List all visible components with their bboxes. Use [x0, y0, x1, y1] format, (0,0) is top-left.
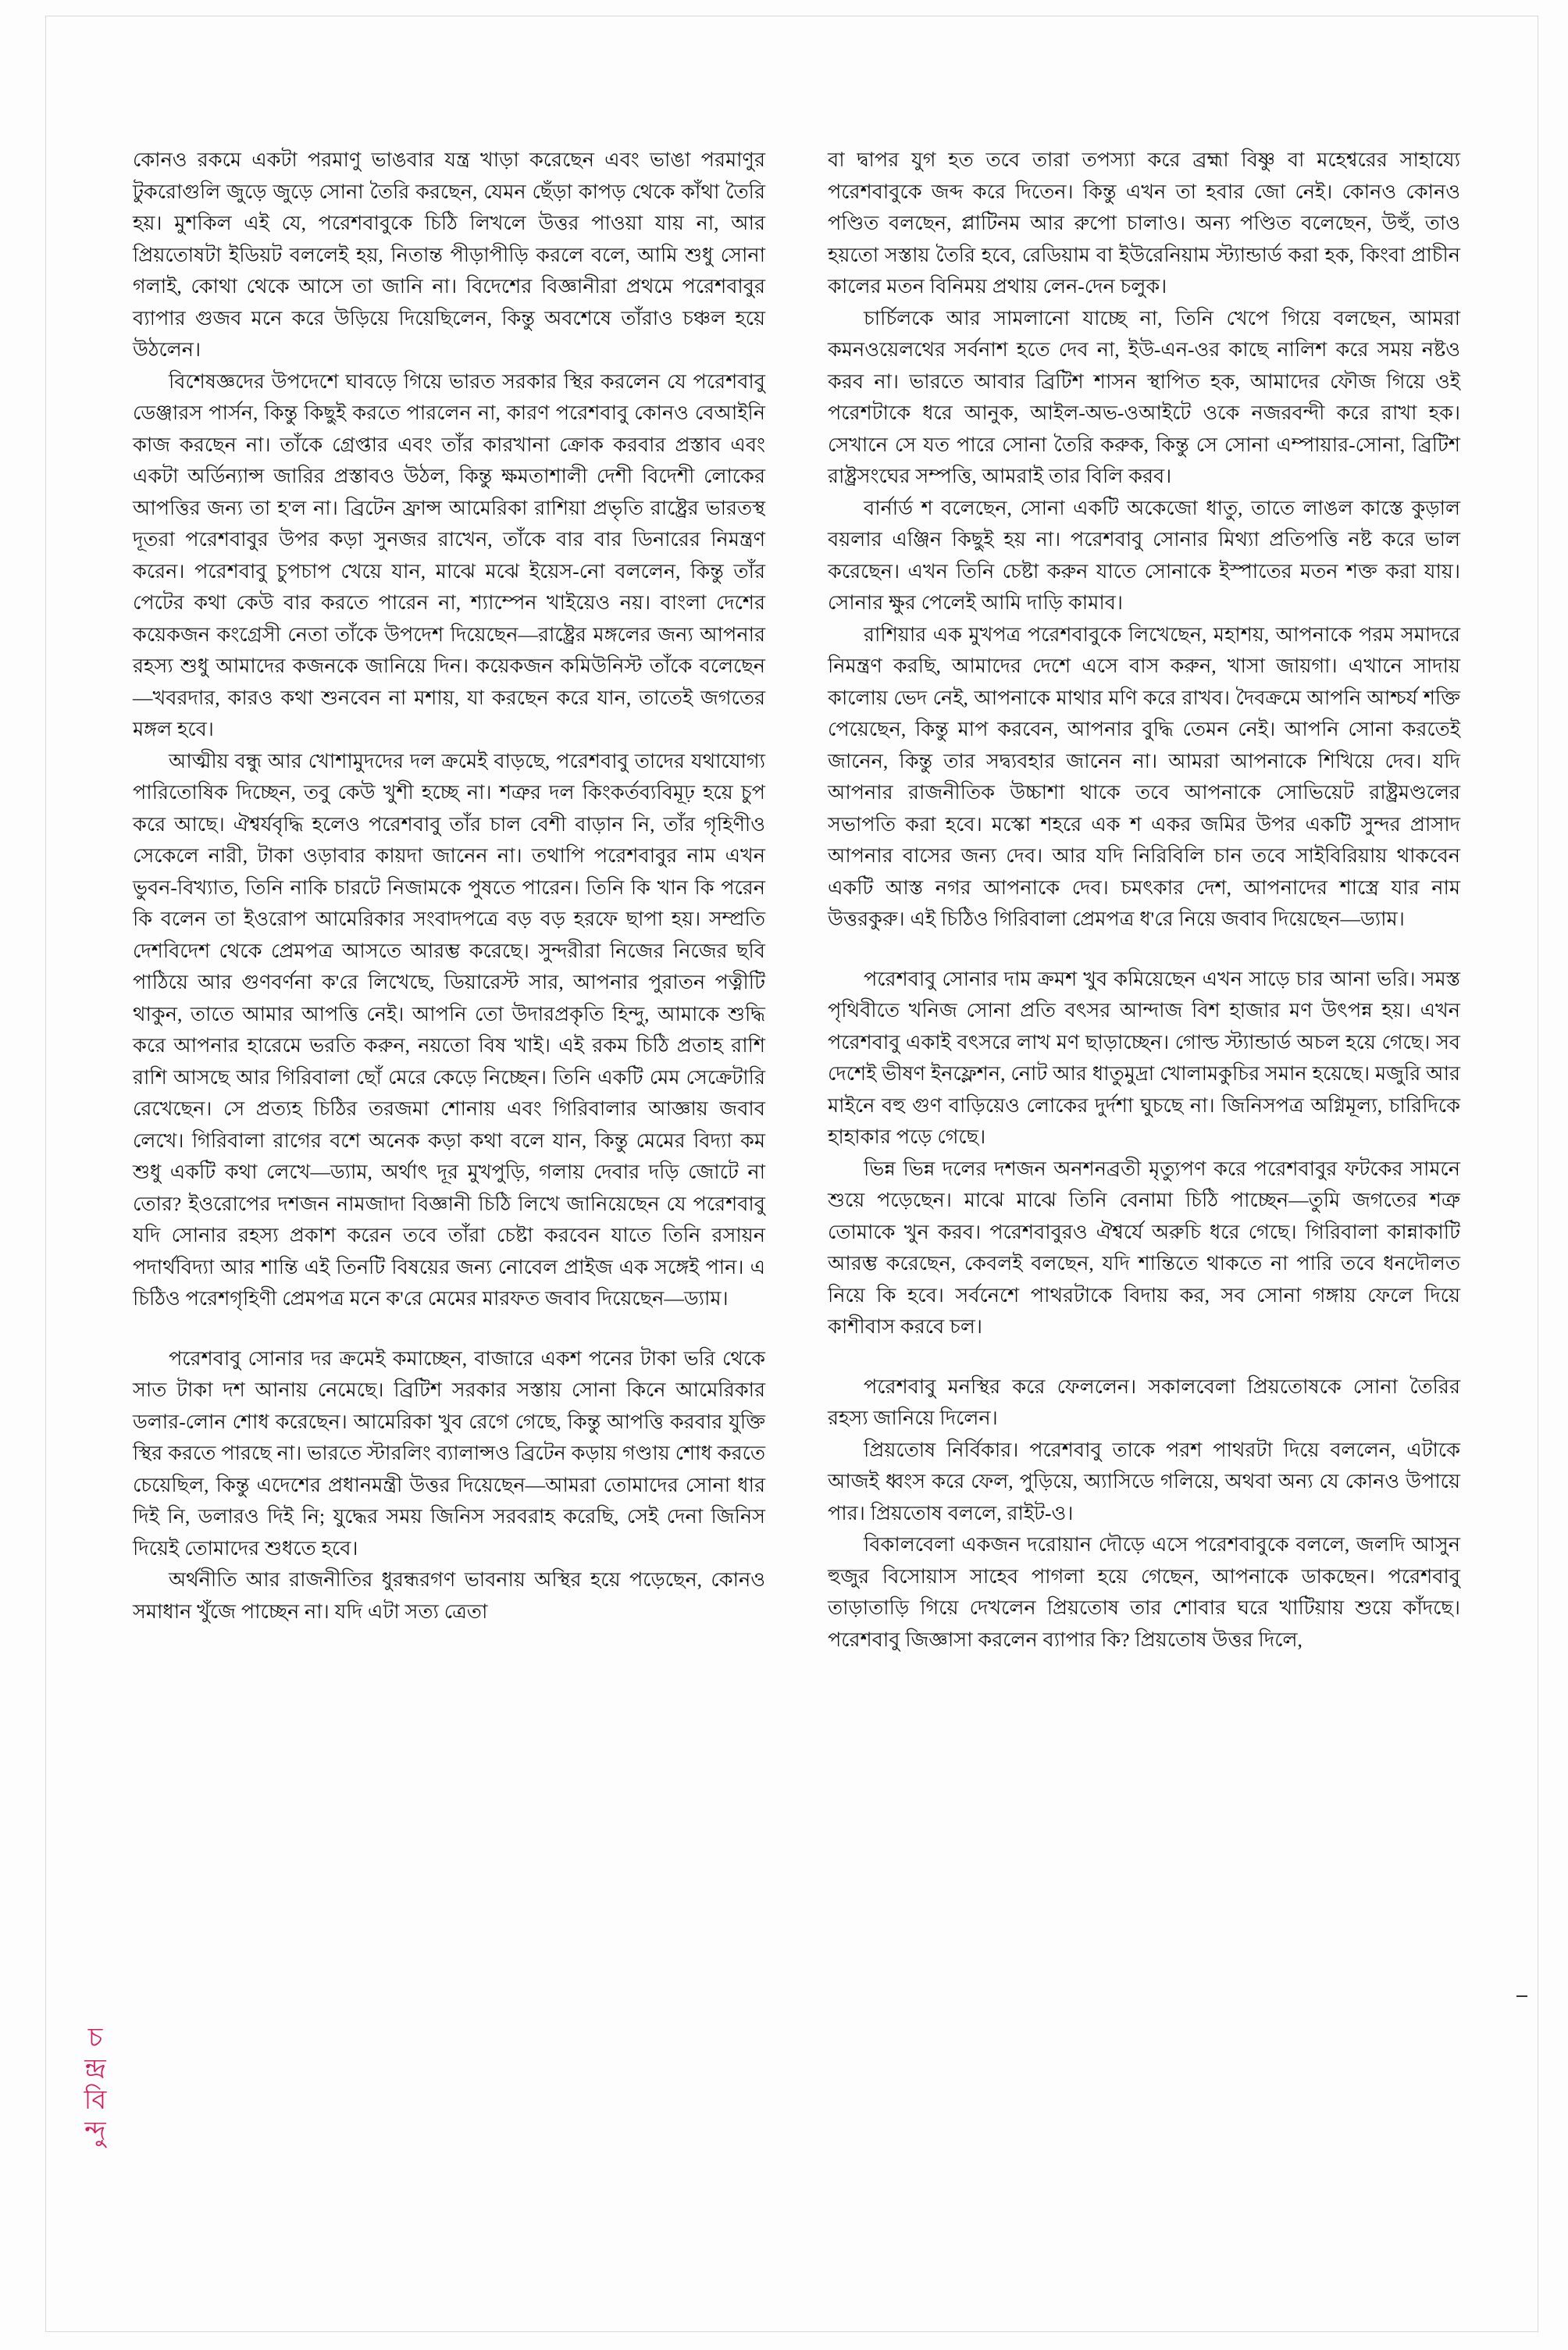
- text-columns: [133, 144, 1460, 1656]
- paragraph: পরেশবাবু মনস্থির করে ফেললেন। সকালবেলা প্রিয়তোষকে সোনা তৈরির রহস্য জানিয়ে দিলেন।: [828, 1375, 1460, 1429]
- paragraph: পরেশবাবু সোনার দাম ক্রমশ খুব কমিয়েছেন এখন সাড়ে চার আনা ভরি। সমস্ত পৃথিবীতে খনিজ সোনা প্রতি বৎসর আন্দাজ বিশ হাজার মণ উৎপন্ন হয়। এখন পরেশবাবু একাই বৎসরে লাখ মণ ছাড়াচ্ছেন। গোল্ড স্ট্যান্ডার্ড অচল হয়ে গেছে। সব দেশেই ভীষণ ইনফ্লেশন, নোট আর ধাতুমুদ্রা খোলামকুচির সমান হয়েছে। মজুরি আর মাইনে বহু গুণ বাড়িয়েও লোকের দুর্দশা ঘুচছে না। জিনিসপত্র অগ্নিমূল্য, চারিদিকে হাহাকার পড়ে গেছে।: [828, 967, 1460, 1148]
- page-folio: [72, 2023, 119, 2148]
- paragraph: প্রিয়তোষ নির্বিকার। পরেশবাবু তাকে পরশ পাথরটা দিয়ে বললেন, এটাকে আজই ধ্বংস করে ফেল, পুড়িয়ে, অ্যাসিডে গলিয়ে, অথবা অন্য যে কোনও উপায়ে পার। প্রিয়তোষ বললে, রাইট-ও।: [828, 1438, 1460, 1524]
- paragraph: অর্থনীতি আর রাজনীতির ধুরন্ধরগণ ভাবনায় অস্থির হয়ে পড়েছেন, কোনও সমাধান খুঁজে পাচ্ছেন না। যদি এটা সত্য ত্রেতা: [133, 1568, 765, 1623]
- folio-char-2: ন্দ্র: [84, 2055, 106, 2084]
- left-column: [133, 144, 765, 1656]
- folio-char-4: ন্দু: [84, 2117, 106, 2147]
- folio-char-3: বি: [84, 2086, 107, 2116]
- paragraph: চার্চিলকে আর সামলানো যাচ্ছে না, তিনি খেপে গিয়ে বলছেন, আমরা কমনওয়েলথের সর্বনাশ হতে দেব না, ইউ-এন-ওর কাছে নালিশ করে সময় নষ্টও করব না। ভারতে আবার ব্রিটিশ শাসন স্থাপিত হক, আমাদের ফৌজ গিয়ে ওই পরেশটাকে ধরে আনুক, আইল-অভ-ওআইটে ওকে নজরবন্দী করে রাখা হক। সেখানে সে যত পারে সোনা তৈরি করুক, কিন্তু সে সোনা এম্পায়ার-সোনা, ব্রিটিশ রাষ্ট্রসংঘের সম্পত্তি, আমরাই তার বিলি করব।: [828, 306, 1460, 487]
- paragraph: পরেশবাবু সোনার দর ক্রমেই কমাচ্ছেন, বাজারে একশ পনের টাকা ভরি থেকে সাত টাকা দশ আনায় নেমেছে। ব্রিটিশ সরকার সস্তায় সোনা কিনে আমেরিকার ডলার-লোন শোধ করেছেন। আমেরিকা খুব রেগে গেছে, কিন্তু আপত্তি করবার যুক্তি স্থির করতে পারছে না। ভারতে স্টারলিং ব্যালান্সও ব্রিটেন কড়ায় গণ্ডায় শোধ করতে চেয়েছিল, কিন্তু এদেশের প্রধানমন্ত্রী উত্তর দিয়েছেন—আমরা তোমাদের সোনা ধার দিই নি, ডলারও দিই নি; যুদ্ধের সময় জিনিস সরবরাহ করেছি, সেই দেনা জিনিস দিয়েই তোমাদের শুধতে হবে।: [133, 1346, 765, 1560]
- right-column: [828, 144, 1460, 1656]
- paragraph: বিকালবেলা একজন দরোয়ান দৌড়ে এসে পরেশবাবুকে বললে, জলদি আসুন হুজুর বিসোয়াস সাহেব পাগলা হয়ে গেছেন, আপনাকে ডাকছেন। পরেশবাবু তাড়াতাড়ি গিয়ে দেখলেন প্রিয়তোষ তার শোবার ঘরে খাটিয়ায় শুয়ে কাঁদছে। পরেশবাবু জিজ্ঞাসা করলেন ব্যাপার কি? প্রিয়তোষ উত্তর দিলে,: [828, 1533, 1460, 1651]
- paragraph: কোনও রকমে একটা পরমাণু ভাঙবার যন্ত্র খাড়া করেছেন এবং ভাঙা পরমাণুর টুকরোগুলি জুড়ে জুড়ে সোনা তৈরি করছেন, যেমন ছেঁড়া কাপড় থেকে কাঁথা তৈরি হয়। মুশকিল এই যে, পরেশবাবুকে চিঠি লিখলে উত্তর পাওয়া যায় না, আর প্রিয়তোষটা ইডিয়ট বললেই হয়, নিতান্ত পীড়াপীড়ি করলে বলে, আমি শুধু সোনা গলাই, কোথা থেকে আসে তা জানি না। বিদেশের বিজ্ঞানীরা প্রথমে পরেশবাবুর ব্যাপার গুজব মনে করে উড়িয়ে দিয়েছিলেন, কিন্তু অবশেষে তাঁরাও চঞ্চল হয়ে উঠলেন।: [133, 148, 765, 361]
- paragraph: ভিন্ন ভিন্ন দলের দশজন অনশনব্রতী মৃত্যুপণ করে পরেশবাবুর ফটকের সামনে শুয়ে পড়েছেন। মাঝে মাঝে তিনি বেনামা চিঠি পাচ্ছেন—তুমি জগতের শত্রু তোমাকে খুন করব। পরেশবাবুরও ঐশ্বর্যে অরুচি ধরে গেছে। গিরিবালা কান্নাকাটি আরম্ভ করেছেন, কেবলই বলছেন, যদি শান্তিতে থাকতে না পারি তবে ধনদৌলত নিয়ে কি হবে। সর্বনেশে পাথরটাকে বিদায় কর, সব সোনা গঙ্গায় ফেলে দিয়ে কাশীবাস করবে চল।: [828, 1157, 1460, 1338]
- paragraph: বার্নার্ড শ বলেছেন, সোনা একটি অকেজো ধাতু, তাতে লাঙল কাস্তে কুড়াল বয়লার এঞ্জিন কিছুই হয় না। পরেশবাবু সোনার মিথ্যা প্রতিপত্তি নষ্ট করে ভাল করেছেন। এখন তিনি চেষ্টা করুন যাতে সোনাকে ইস্পাতের মতন শক্ত করা যায়। সোনার ক্ষুর পেলেই আমি দাড়ি কামাব।: [828, 496, 1460, 614]
- paragraph: বিশেষজ্ঞদের উপদেশে ঘাবড়ে গিয়ে ভারত সরকার স্থির করলেন যে পরেশবাবু ডেঞ্জারস পার্সন, কিন্তু কিছুই করতে পারলেন না, কারণ পরেশবাবু কোনও বেআইনি কাজ করছেন না। তাঁকে গ্রেপ্তার এবং তাঁর কারখানা ক্রোক করবার প্রস্তাব এবং একটা অর্ডিন্যান্স জারির প্রস্তাবও উঠল, কিন্তু ক্ষমতাশালী দেশী বিদেশী লোকের আপত্তির জন্য তা হ'ল না। ব্রিটেন ফ্রান্স আমেরিকা রাশিয়া প্রভৃতি রাষ্ট্রের ভারতস্থ দূতরা পরেশবাবুর উপর কড়া সুনজর রাখেন, তাঁকে বার বার ডিনারের নিমন্ত্রণ করেন। পরেশবাবু চুপচাপ খেয়ে যান, মাঝে মঝে ইয়েস-নো বললেন, কিন্তু তাঁর পেটের কথা কেউ বার করতে পারেন না, শ্যাম্পেন খাইয়েও নয়। বাংলা দেশের কয়েকজন কংগ্রেসী নেতা তাঁকে উপদেশ দিয়েছেন—রাষ্ট্রের মঙ্গলের জন্য আপনার রহস্য শুধু আমাদের কজনকে জানিয়ে দিন। কয়েকজন কমিউনিস্ট তাঁকে বলেছেন—খবরদার, কারও কথা শুনবেন না মশায়, যা করছেন করে যান, তাতেই জগতের মঙ্গল হবে।: [133, 369, 765, 740]
- paragraph: বা দ্বাপর যুগ হত তবে তারা তপস্যা করে ব্রহ্মা বিষ্ণু বা মহেশ্বরের সাহায্যে পরেশবাবুকে জব্দ করে দিতেন। কিন্তু এখন তা হবার জো নেই। কোনও কোনও পণ্ডিত বলছেন, প্লাটিনম আর রুপো চালাও। অন্য পণ্ডিত বলেছেন, উহুঁ, তাও হয়তো সস্তায় তৈরি হবে, রেডিয়াম বা ইউরেনিয়াম স্ট্যান্ডার্ড করা হক, কিংবা প্রাচীন কালের মতন বিনিময় প্রথায় লেন-দেন চলুক।: [828, 148, 1460, 298]
- paragraph: আত্মীয় বন্ধু আর খোশামুদদের দল ক্রমেই বাড়ছে, পরেশবাবু তাদের যথাযোগ্য পারিতোষিক দিচ্ছেন, তবু কেউ খুশী হচ্ছে না। শত্রুর দল কিংকর্তব্যবিমূঢ় হয়ে চুপ করে আছে। ঐশ্বর্যবৃদ্ধি হলেও পরেশবাবু তাঁর চাল বেশী বাড়ান নি, তাঁর গৃহিণীও সেকেলে নারী, টাকা ওড়াবার কায়দা জানেন না। তথাপি পরেশবাবুর নাম এখন ভুবন-বিখ্যাত, তিনি নাকি চারটে নিজামকে পুষতে পারেন। তিনি কি খান কি পরেন কি বলেন তা ইওরোপ আমেরিকার সংবাদপত্রে বড় বড় হরফে ছাপা হয়। সম্প্রতি দেশবিদেশ থেকে প্রেমপত্র আসতে আরম্ভ করেছে। সুন্দরীরা নিজের নিজের ছবি পাঠিয়ে আর গুণবর্ণনা ক'রে লিখেছে, ডিয়ারেস্ট সার, আপনার পুরাতন পত্নীটি থাকুন, তাতে আমার আপত্তি নেই। আপনি তো উদারপ্রকৃতি হিন্দু, আমাকে শুদ্ধি করে আপনার হারেমে ভরতি করুন, নয়তো বিষ খাই। এই রকম চিঠি প্রতাহ রাশি রাশি আসছে আর গিরিবালা ছোঁ মেরে কেড়ে নিচ্ছেন। তিনি একটি মেম সেক্রেটারি রেখেছেন। সে প্রত্যহ চিঠির তরজমা শোনায় এবং গিরিবালার আজ্ঞায় জবাব লেখে। গিরিবালা রাগের বশে অনেক কড়া কথা বলে যান, কিন্তু মেমের বিদ্যা কম শুধু একটি কথা লেখে—ড্যাম, অর্থাৎ দূর মুখপুড়ি, গলায় দেবার দড়ি জোটে না তোর? ইওরোপের দশজন নামজাদা বিজ্ঞানী চিঠি লিখে জানিয়েছেন যে পরেশবাবু যদি সোনার রহস্য প্রকাশ করেন তবে তাঁরা চেষ্টা করবেন যাতে তিনি রসায়ন পদার্থবিদ্যা আর শান্তি এই তিনটি বিষয়ের জন্য নোবেল প্রাইজ এক সঙ্গেই পান। এ চিঠিও পরেশগৃহিণী প্রেমপত্র মনে ক'রে মেমের মারফত জবাব দিয়েছেন—ড্যাম।: [133, 749, 765, 1310]
- folio-char-1: চ: [87, 2024, 103, 2052]
- paragraph: রাশিয়ার এক মুখপত্র পরেশবাবুকে লিখেছেন, মহাশয়, আপনাকে পরম সমাদরে নিমন্ত্রণ করছি, আমাদের দেশে এসে বাস করুন, খাসা জায়গা। এখানে সাদায় কালোয় ভেদ নেই, আপনাকে মাথার মণি করে রাখব। দৈবক্রমে আপনি আশ্চর্য শক্তি পেয়েছেন, কিন্তু মাপ করবেন, আপনার বুদ্ধি তেমন নেই। আপনি সোনা করতেই জানেন, কিন্তু তার সদ্ব্যবহার জানেন না। আমরা আপনাকে শিখিয়ে দেব। যদি আপনার রাজনীতিক উচ্চাশা থাকে তবে আপনাকে সোভিয়েট রাষ্ট্রমণ্ডলের সভাপতি করা হবে। মস্কো শহরে এক শ একর জমির উপর একটি সুন্দর প্রাসাদ আপনার বাসের জন্য দেব। আর যদি নিরিবিলি চান তবে সাইবিরিয়ায় থাকবেন একটি আস্ত নগর আপনাকে দেব। চমৎকার দেশ, আপনাদের শাস্ত্রে যার নাম উত্তরকুরু। এই চিঠিও গিরিবালা প্রেমপত্র ধ'রে নিয়ে জবাব দিয়েছেন—ড্যাম।: [828, 622, 1460, 930]
- margin-tick: [1516, 1995, 1527, 1997]
